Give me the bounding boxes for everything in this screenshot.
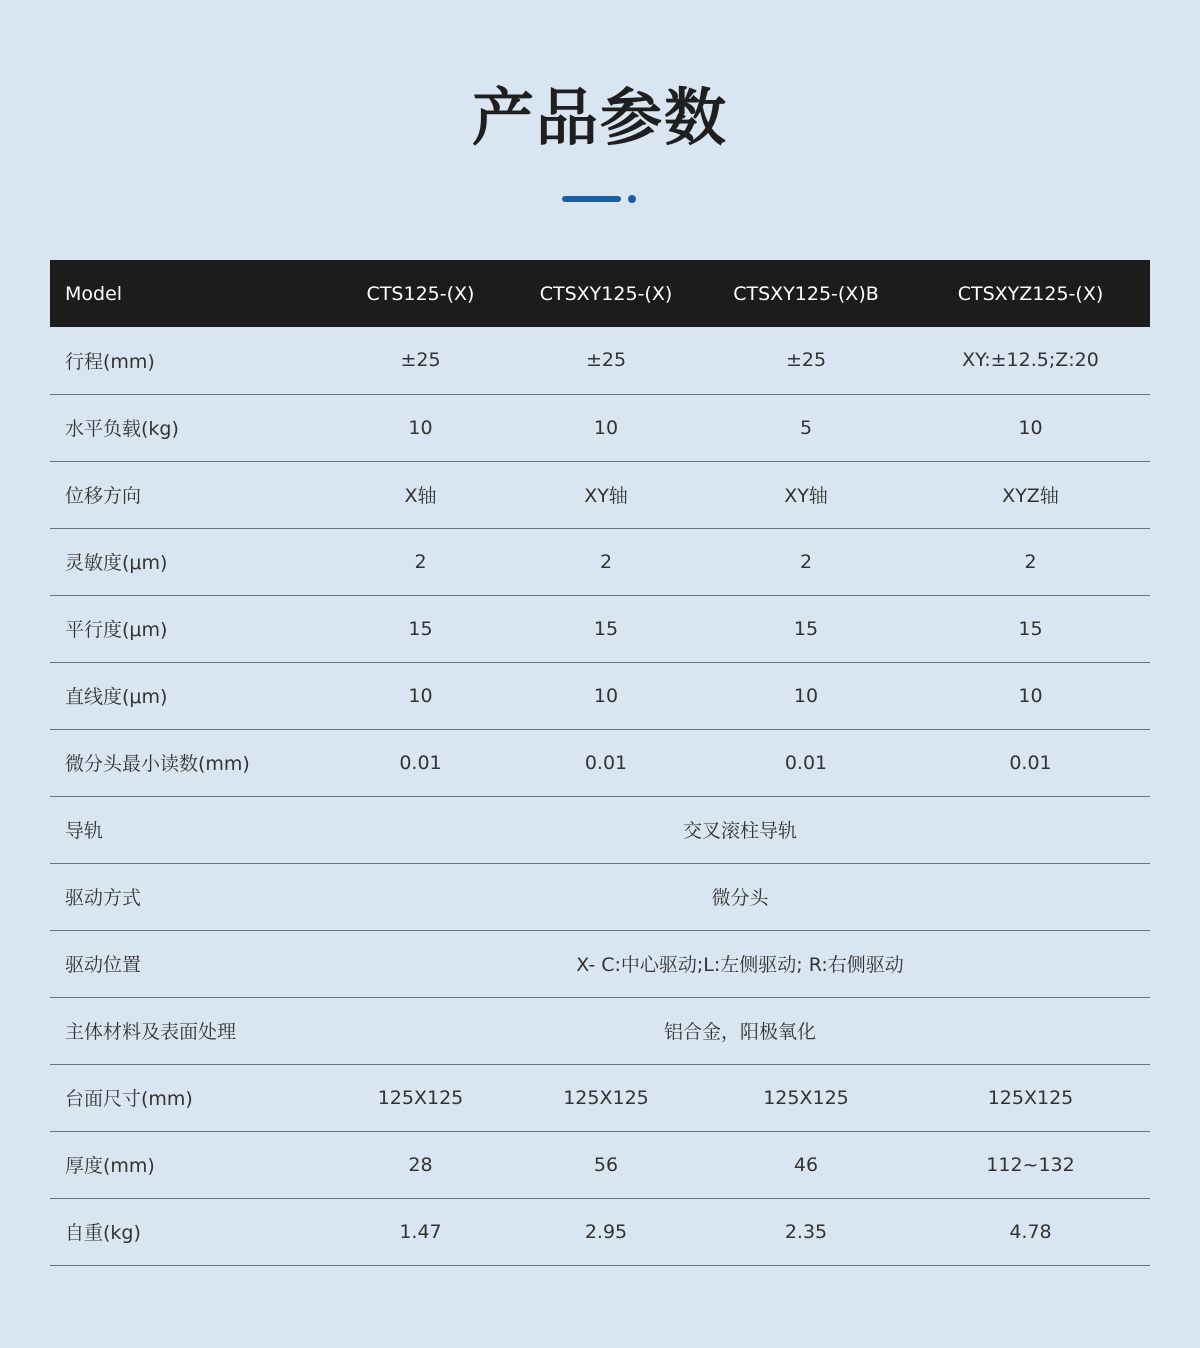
table-cell: 2 — [1024, 550, 1037, 573]
table-cell: 15 — [1018, 617, 1043, 640]
table-cell: 0.01 — [784, 751, 828, 774]
table-cell: 10 — [593, 684, 619, 707]
table-cell: 2.35 — [784, 1220, 828, 1243]
table-cell: XYZ轴 — [1002, 485, 1059, 507]
merged-cell: 铝合金，阳极氧化 — [663, 1021, 816, 1043]
table-cell: 10 — [1018, 416, 1043, 439]
table-cell: 112~132 — [986, 1153, 1075, 1176]
merged-cell: 交叉滚柱导轨 — [682, 820, 797, 842]
table-row — [50, 1198, 1150, 1265]
table-cell: ±25 — [400, 349, 441, 372]
table-cell: XY:±12.5;Z:20 — [962, 349, 1099, 372]
table-row — [50, 930, 1150, 997]
table-cell: 0.01 — [399, 751, 442, 774]
table-row — [50, 729, 1150, 796]
table-cell: 10 — [408, 416, 433, 439]
table-cell: 10 — [408, 684, 433, 707]
table-row — [50, 1064, 1150, 1131]
table-cell: 2 — [799, 550, 813, 573]
table-cell: 10 — [793, 684, 819, 707]
table-row — [50, 1131, 1150, 1198]
table-cell: 4.78 — [1009, 1220, 1052, 1243]
table-cell: 15 — [408, 617, 433, 640]
table-cell: 10 — [593, 416, 619, 439]
table-cell: XY轴 — [584, 485, 628, 507]
table-row — [50, 662, 1150, 729]
table-row — [50, 863, 1150, 930]
table-cell: XY轴 — [784, 485, 828, 507]
table-cell: 2 — [599, 550, 613, 573]
table-row — [50, 997, 1150, 1064]
header-model: Model — [65, 282, 123, 305]
table-cell: 46 — [793, 1153, 819, 1176]
table-row — [50, 461, 1150, 528]
table-row — [50, 796, 1150, 863]
table-cell: 56 — [593, 1153, 619, 1176]
divider-dot — [628, 195, 636, 203]
row-label: 位移方向 — [65, 485, 142, 507]
divider-bar — [562, 196, 621, 202]
table-cell: 15 — [593, 617, 619, 640]
header-ctsxyz125-x: CTSXYZ125-(X) — [957, 282, 1104, 305]
merged-cell: 微分头 — [711, 887, 769, 909]
table-cell: ±25 — [585, 349, 627, 372]
row-label: 行程(mm) — [65, 350, 155, 373]
merged-cell: X- C:中心驱动;L:左侧驱动; R:右侧驱动 — [576, 954, 904, 976]
table-cell: 15 — [793, 617, 819, 640]
table-cell: 2.95 — [584, 1220, 628, 1243]
table-cell: 125X125 — [377, 1086, 464, 1109]
table-cell: 0.01 — [1009, 751, 1052, 774]
row-label: 微分头最小读数(mm) — [65, 753, 250, 775]
title-divider — [562, 195, 642, 203]
row-label: 主体材料及表面处理 — [65, 1021, 237, 1043]
table-cell: X轴 — [404, 485, 437, 507]
header-cts125-x: CTS125-(X) — [366, 282, 475, 305]
table-cell: 125X125 — [563, 1086, 649, 1109]
row-label: 驱动位置 — [65, 954, 142, 976]
row-label: 厚度(mm) — [65, 1155, 155, 1177]
page-title: 产品参数 — [471, 81, 728, 154]
row-label: 直线度(μm) — [65, 686, 168, 708]
table-cell: 0.01 — [584, 751, 628, 774]
header-ctsxy125-xb: CTSXY125-(X)B — [733, 282, 879, 305]
table-cell: 10 — [1018, 684, 1043, 707]
spec-table — [50, 260, 1150, 1266]
row-label: 灵敏度(μm) — [65, 552, 168, 574]
row-label: 水平负载(kg) — [65, 418, 179, 440]
table-cell: 28 — [408, 1153, 433, 1176]
row-label: 台面尺寸(mm) — [65, 1088, 193, 1110]
table-cell: 2 — [414, 550, 427, 573]
table-cell: 125X125 — [763, 1086, 849, 1109]
table-row — [50, 528, 1150, 595]
table-header-row — [50, 260, 1150, 327]
table-cell: ±25 — [785, 349, 827, 372]
table-row — [50, 327, 1150, 394]
row-label: 驱动方式 — [65, 887, 142, 909]
row-label: 自重(kg) — [65, 1222, 141, 1244]
table-cell: 1.47 — [399, 1220, 442, 1243]
table-row — [50, 595, 1150, 662]
table-cell: 125X125 — [987, 1086, 1074, 1109]
table-row — [50, 394, 1150, 461]
header-ctsxy125-x: CTSXY125-(X) — [539, 282, 673, 305]
table-cell: 5 — [799, 416, 813, 439]
row-label: 导轨 — [65, 820, 104, 842]
row-label: 平行度(μm) — [65, 619, 168, 641]
